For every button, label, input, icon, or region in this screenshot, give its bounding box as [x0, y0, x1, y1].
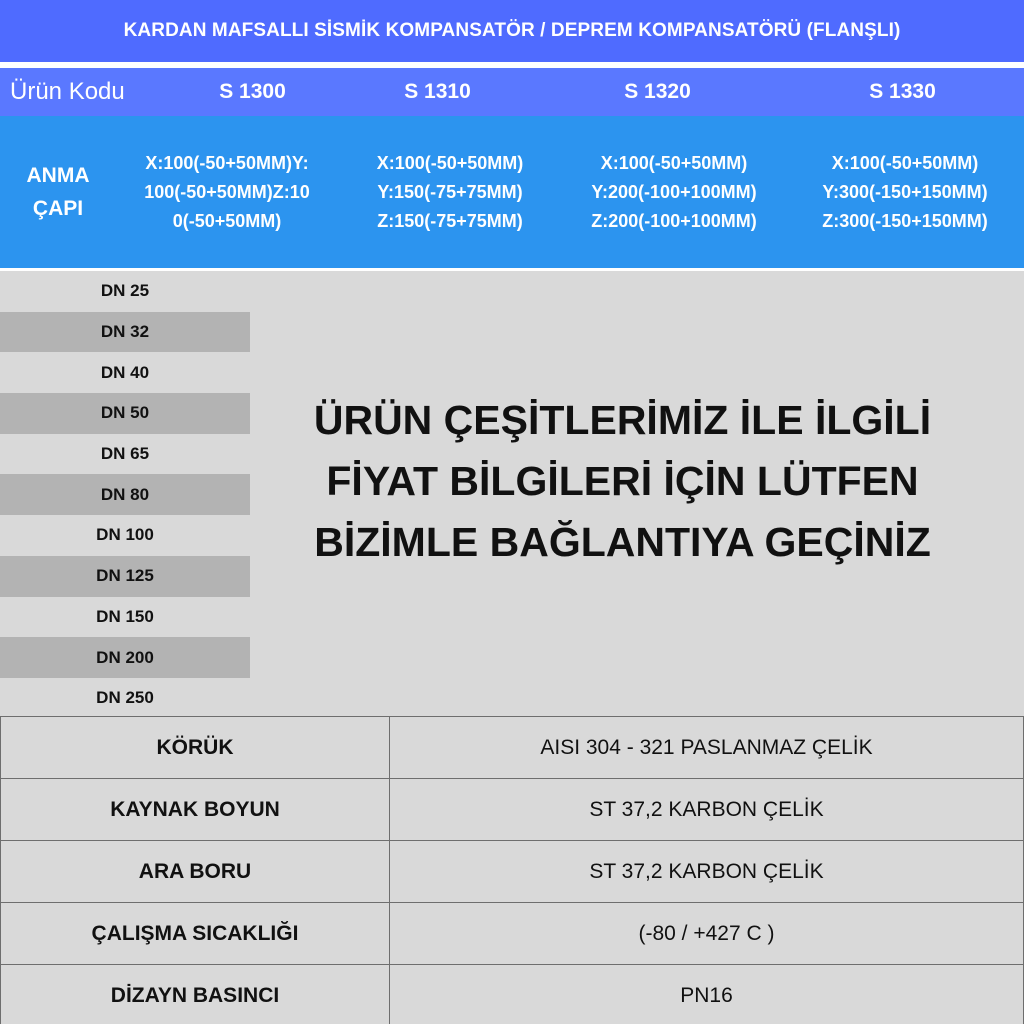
nominal-diameter-label-line: ÇAPI — [32, 197, 84, 220]
spec-key: ARA BORU — [1, 841, 390, 903]
dimension-line: Z:150(-75+75MM) — [377, 210, 523, 231]
dimension-cell-s1330 — [795, 116, 1015, 268]
dimension-cell-s1300 — [122, 116, 332, 268]
nominal-diameter-label-line: ANMA — [26, 164, 90, 187]
dn-size-item: DN 40 — [100, 362, 150, 382]
spec-value: ST 37,2 KARBON ÇELİK — [390, 841, 1024, 903]
spec-key: KÖRÜK — [1, 717, 390, 779]
dn-size-item: DN 50 — [0, 393, 250, 434]
dimension-line: Z:200(-100+100MM) — [591, 210, 757, 231]
nominal-diameter-row — [0, 116, 1024, 268]
spec-row — [1, 779, 1024, 841]
dimension-line: X:100(-50+50MM) — [831, 152, 979, 173]
dn-size-item: DN 25 — [100, 281, 150, 301]
spec-row — [1, 717, 1024, 779]
dimension-line: X:100(-50+50MM) — [600, 152, 748, 173]
notice-line: FİYAT BİLGİLERİ İÇİN LÜTFEN — [326, 458, 919, 504]
dn-size-item: DN 150 — [96, 606, 154, 626]
page-title-text: KARDAN MAFSALLI SİSMİK KOMPANSATÖR / DEPREM KOMPANSATÖRÜ (FLANŞLI) — [123, 20, 901, 41]
product-code-s1320: S 1320 — [624, 80, 691, 103]
dn-size-item: DN 32 — [0, 312, 250, 353]
product-code-label: Ürün Kodu — [10, 78, 125, 105]
dn-size-list — [0, 271, 250, 719]
product-code-row — [0, 68, 1024, 116]
material-spec-table — [0, 716, 1024, 1024]
dn-size-item: DN 65 — [100, 444, 150, 464]
nominal-diameter-label — [8, 116, 108, 268]
spec-value: PN16 — [390, 965, 1024, 1024]
spec-row — [1, 903, 1024, 965]
spec-value: AISI 304 - 321 PASLANMAZ ÇELİK — [390, 717, 1024, 779]
dimension-line: Z:300(-150+150MM) — [822, 210, 988, 231]
product-code-s1330: S 1330 — [869, 80, 936, 103]
dn-size-item: DN 200 — [0, 637, 250, 678]
spec-row — [1, 841, 1024, 903]
spec-value: (-80 / +427 C ) — [390, 903, 1024, 965]
dimension-line: X:100(-50+50MM)Y: — [145, 152, 309, 173]
product-code-s1310: S 1310 — [404, 80, 471, 103]
spec-key: ÇALIŞMA SICAKLIĞI — [1, 903, 390, 965]
dimension-line: X:100(-50+50MM) — [376, 152, 524, 173]
dimension-line: 0(-50+50MM) — [172, 210, 282, 231]
dn-size-item: DN 250 — [96, 688, 154, 708]
dimension-cell-s1310 — [345, 116, 555, 268]
spec-row — [1, 965, 1024, 1024]
spec-key: KAYNAK BOYUN — [1, 779, 390, 841]
spec-value: ST 37,2 KARBON ÇELİK — [390, 779, 1024, 841]
spec-key: DİZAYN BASINCI — [1, 965, 390, 1024]
dimension-line: Y:300(-150+150MM) — [822, 181, 988, 202]
dn-size-item: DN 125 — [0, 556, 250, 597]
dimension-cell-s1320 — [564, 116, 784, 268]
dimension-line: Y:150(-75+75MM) — [377, 181, 523, 202]
product-code-s1300: S 1300 — [219, 80, 286, 103]
dn-size-item: DN 100 — [96, 525, 154, 545]
dn-size-item: DN 80 — [0, 474, 250, 515]
notice-line: ÜRÜN ÇEŞİTLERİMİZ İLE İLGİLİ — [313, 397, 932, 443]
dimension-line: 100(-50+50MM)Z:10 — [144, 181, 310, 202]
price-inquiry-notice — [255, 390, 990, 573]
dimension-line: Y:200(-100+100MM) — [591, 181, 757, 202]
notice-line: BİZİMLE BAĞLANTIYA GEÇİNİZ — [314, 519, 931, 565]
page-title — [0, 0, 1024, 62]
